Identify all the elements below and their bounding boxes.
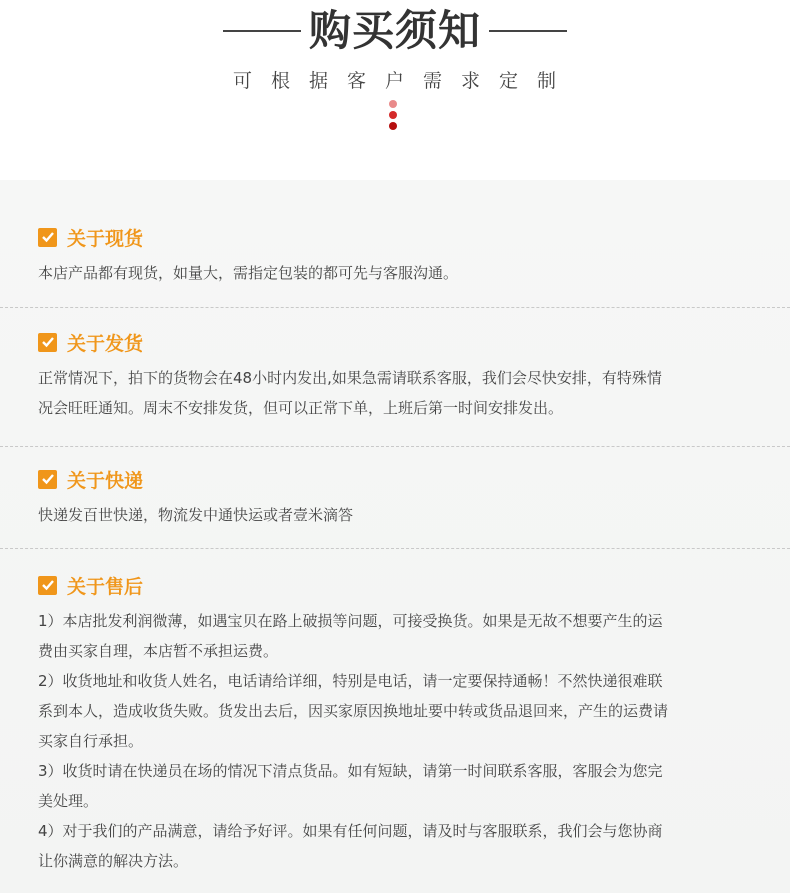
decorative-dots: [389, 100, 399, 133]
checkbox-icon: [38, 333, 57, 352]
section-line: 费由买家自理，本店暂不承担运费。: [38, 642, 279, 660]
section-line: 况会旺旺通知。周末不安排发货，但可以正常下单，上班后第一时间安排发出。: [38, 399, 564, 417]
section-title: 关于售后: [67, 575, 144, 598]
section-header: [0, 327, 790, 357]
dashed-divider: [0, 446, 790, 447]
section-shipping: [0, 327, 790, 423]
section-line: 买家自行承担。: [38, 732, 144, 750]
dot-icon: [389, 111, 397, 119]
dashed-divider: [0, 307, 790, 308]
dot-icon: [389, 122, 397, 130]
section-line: 本店产品都有现货，如量大，需指定包装的都可先与客服沟通。: [38, 264, 459, 282]
section-line: 4）对于我们的产品满意，请给予好评。如果有任何问题，请及时与客服联系，我们会与您协商: [38, 822, 663, 840]
section-title: 关于现货: [67, 227, 144, 250]
title-right-rule: [489, 30, 567, 32]
section-header: [0, 570, 790, 600]
checkbox-icon: [38, 470, 57, 489]
section-body: [38, 258, 754, 288]
checkbox-icon: [38, 228, 57, 247]
section-courier: [0, 464, 790, 530]
section-after-sales: [0, 570, 790, 876]
section-body: [38, 363, 754, 423]
section-body: [38, 500, 754, 530]
header: [0, 0, 790, 180]
checkbox-icon: [38, 576, 57, 595]
section-title: 关于发货: [67, 332, 144, 355]
section-title: 关于快递: [67, 469, 144, 492]
section-stock: [0, 222, 790, 288]
section-line: 系到本人，造成收货失败。货发出去后，因买家原因换地址要中转或货品退回来，产生的运费请: [38, 702, 669, 720]
section-line: 1）本店批发利润微薄，如遇宝贝在路上破损等问题，可接受换货。如果是无故不想要产生的运: [38, 612, 663, 630]
page-title: 购买须知: [308, 6, 481, 55]
title-left-rule: [223, 30, 301, 32]
section-line: 正常情况下，拍下的货物会在48小时内发出,如果急需请联系客服，我们会尽快安排，有特殊情: [38, 369, 662, 387]
notice-content: [0, 180, 790, 893]
title-row: [0, 6, 790, 56]
section-line: 快递发百世快递，物流发中通快运或者壹米滴答: [38, 506, 354, 524]
section-line: 2）收货地址和收货人姓名，电话请给详细，特别是电话，请一定要保持通畅！不然快递很难联: [38, 672, 663, 690]
page-subtitle: 可根据客户需求定制: [232, 70, 575, 92]
section-line: 3）收货时请在快递员在场的情况下清点货品。如有短缺，请第一时间联系客服，客服会为您完: [38, 762, 663, 780]
section-header: [0, 222, 790, 252]
section-line: 美处理。: [38, 792, 99, 810]
section-body: [38, 606, 754, 876]
section-header: [0, 464, 790, 494]
dot-icon: [389, 100, 397, 108]
dashed-divider: [0, 548, 790, 549]
section-line: 让你满意的解决方法。: [38, 852, 189, 870]
